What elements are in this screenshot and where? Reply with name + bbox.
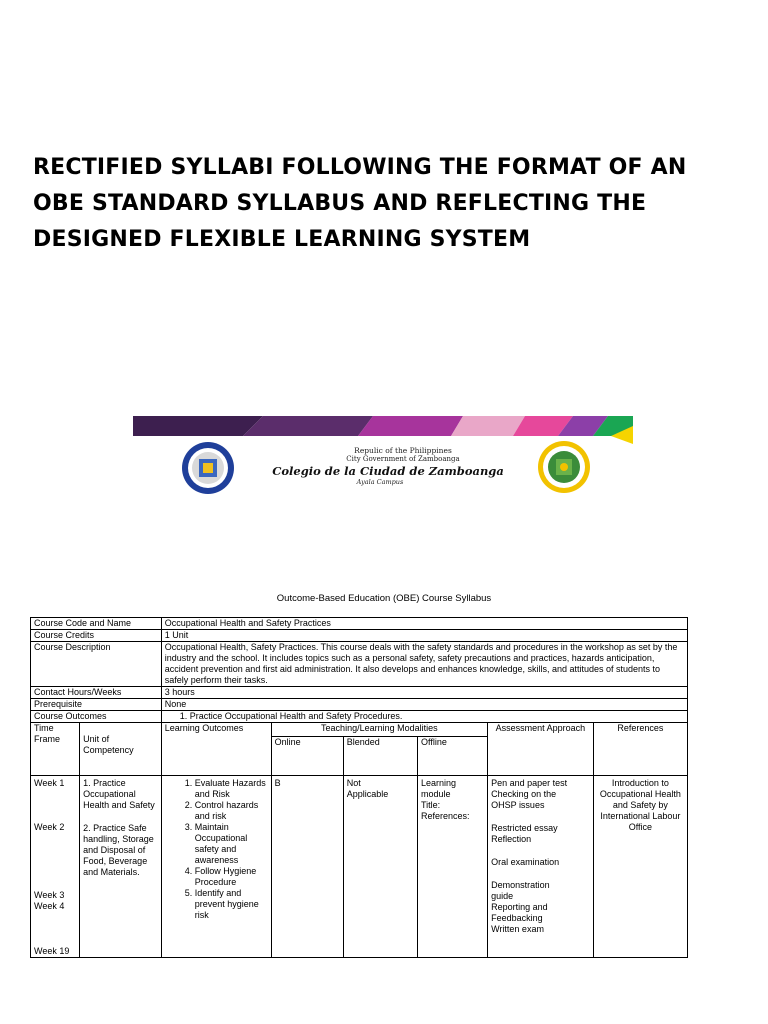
assessment-item: Written exam bbox=[491, 924, 544, 934]
reference-item: Introduction to Occupational Health and Safety by International Labour Office bbox=[599, 778, 681, 832]
header-row-1 bbox=[31, 723, 688, 737]
prerequisite-value: None bbox=[161, 699, 687, 711]
row-course-code bbox=[31, 618, 688, 630]
row-course-outcomes bbox=[31, 711, 688, 723]
contact-hours-value: 3 hours bbox=[161, 687, 687, 699]
title-line-1: RECTIFIED SYLLABI FOLLOWING THE FORMAT OF AN bbox=[33, 155, 687, 180]
time-frame-cell bbox=[31, 776, 80, 958]
learning-outcomes-cell bbox=[161, 776, 271, 958]
course-outcomes-value: 1. Practice Occupational Health and Safety Procedures. bbox=[161, 711, 687, 723]
course-credits-value: 1 Unit bbox=[161, 630, 687, 642]
header-references: References bbox=[593, 723, 687, 776]
title-line-3: DESIGNED FLEXIBLE LEARNING SYSTEM bbox=[33, 227, 531, 252]
row-course-description bbox=[31, 642, 688, 687]
course-code-value: Occupational Health and Safety Practices bbox=[161, 618, 687, 630]
course-description-value: Occupational Health, Safety Practices. This course deals with the safety standards and procedures in the workshop as set by the industry and the school. It includes topics such as a personal safety, safety precautions and practices, hazards anticipation, accident prevention and first aid administration. It also develops and enhances knowledge, skills, and attitudes of students to safely perform their tasks. bbox=[161, 642, 687, 687]
course-outcomes-label: Course Outcomes bbox=[31, 711, 162, 723]
learning-outcomes-list bbox=[165, 778, 268, 921]
city-seal-icon bbox=[538, 441, 590, 493]
row-course-credits bbox=[31, 630, 688, 642]
learning-outcome-item: 2. Control hazards and risk bbox=[195, 800, 268, 822]
header-modalities: Teaching/Learning Modalities bbox=[271, 723, 488, 737]
document-title bbox=[33, 150, 753, 258]
header-unit-of-competency: Unit of Competency bbox=[80, 723, 162, 776]
offline-line: References: bbox=[421, 811, 470, 821]
learning-outcome-item: 3. Maintain Occupational safety and awareness bbox=[195, 822, 268, 866]
week-label: Week 4 bbox=[34, 901, 65, 911]
banner-campus: Ayala Campus bbox=[356, 478, 404, 486]
assessment-item: Oral examination bbox=[491, 857, 560, 867]
course-credits-label: Course Credits bbox=[31, 630, 162, 642]
college-seal-icon bbox=[182, 442, 234, 494]
week-label: Week 3 bbox=[34, 890, 65, 900]
week-label: Week 19 bbox=[34, 946, 70, 956]
course-description-label: Course Description bbox=[31, 642, 162, 687]
references-cell bbox=[593, 776, 687, 958]
row-contact-hours bbox=[31, 687, 688, 699]
college-banner bbox=[133, 416, 633, 506]
header-blended: Blended bbox=[343, 737, 417, 776]
syllabus-subtitle: Outcome-Based Education (OBE) Course Syllabus bbox=[276, 593, 492, 604]
prerequisite-label: Prerequisite bbox=[31, 699, 162, 711]
unit-of-competency-cell bbox=[80, 776, 162, 958]
learning-outcome-item: 4. Follow Hygiene Procedure bbox=[195, 866, 268, 888]
assessment-item: Reflection bbox=[491, 834, 532, 844]
banner-college-name: Colegio de la Ciudad de Zamboanga bbox=[272, 464, 504, 478]
header-learning-outcomes: Learning Outcomes bbox=[161, 723, 271, 776]
header-assessment: Assessment Approach bbox=[488, 723, 594, 776]
blended-cell bbox=[343, 776, 417, 958]
assessment-item: Checking on the OHSP issues bbox=[491, 789, 557, 810]
online-cell bbox=[271, 776, 343, 958]
week-label: Week 1 bbox=[34, 778, 65, 788]
assessment-cell bbox=[488, 776, 594, 958]
assessment-item: Demonstration guide bbox=[491, 880, 550, 901]
header-online: Online bbox=[271, 737, 343, 776]
learning-outcome-item: 5. Identify and prevent hygiene risk bbox=[195, 888, 268, 921]
syllabus-table bbox=[30, 617, 688, 958]
week-label: Week 2 bbox=[34, 822, 65, 832]
blended-value: Not Applicable bbox=[346, 778, 389, 799]
header-time-frame: Time Frame bbox=[31, 723, 80, 776]
assessment-item: Restricted essay bbox=[491, 823, 558, 833]
assessment-item: Reporting and Feedbacking bbox=[491, 902, 548, 923]
body-row bbox=[31, 776, 688, 958]
title-line-2: OBE STANDARD SYLLABUS AND REFLECTING THE bbox=[33, 191, 647, 216]
banner-city: City Government of Zamboanga bbox=[346, 455, 460, 463]
offline-line: Learning bbox=[421, 778, 457, 788]
online-value: B bbox=[274, 778, 281, 788]
contact-hours-label: Contact Hours/Weeks bbox=[31, 687, 162, 699]
header-offline: Offline bbox=[418, 737, 488, 776]
banner-republic: Repulic of the Philippines bbox=[354, 446, 452, 455]
offline-cell bbox=[418, 776, 488, 958]
course-code-label: Course Code and Name bbox=[31, 618, 162, 630]
unit-item: 1. Practice Occupational Health and Safety bbox=[83, 778, 155, 810]
assessment-item: Pen and paper test bbox=[491, 778, 568, 788]
offline-line: Title: bbox=[421, 800, 441, 810]
offline-line: module bbox=[421, 789, 451, 799]
unit-item: 2. Practice Safe handling, Storage and Disposal of Food, Beverage and Materials. bbox=[83, 823, 154, 877]
learning-outcome-item: 1. Evaluate Hazards and Risk bbox=[195, 778, 268, 800]
row-prerequisite bbox=[31, 699, 688, 711]
